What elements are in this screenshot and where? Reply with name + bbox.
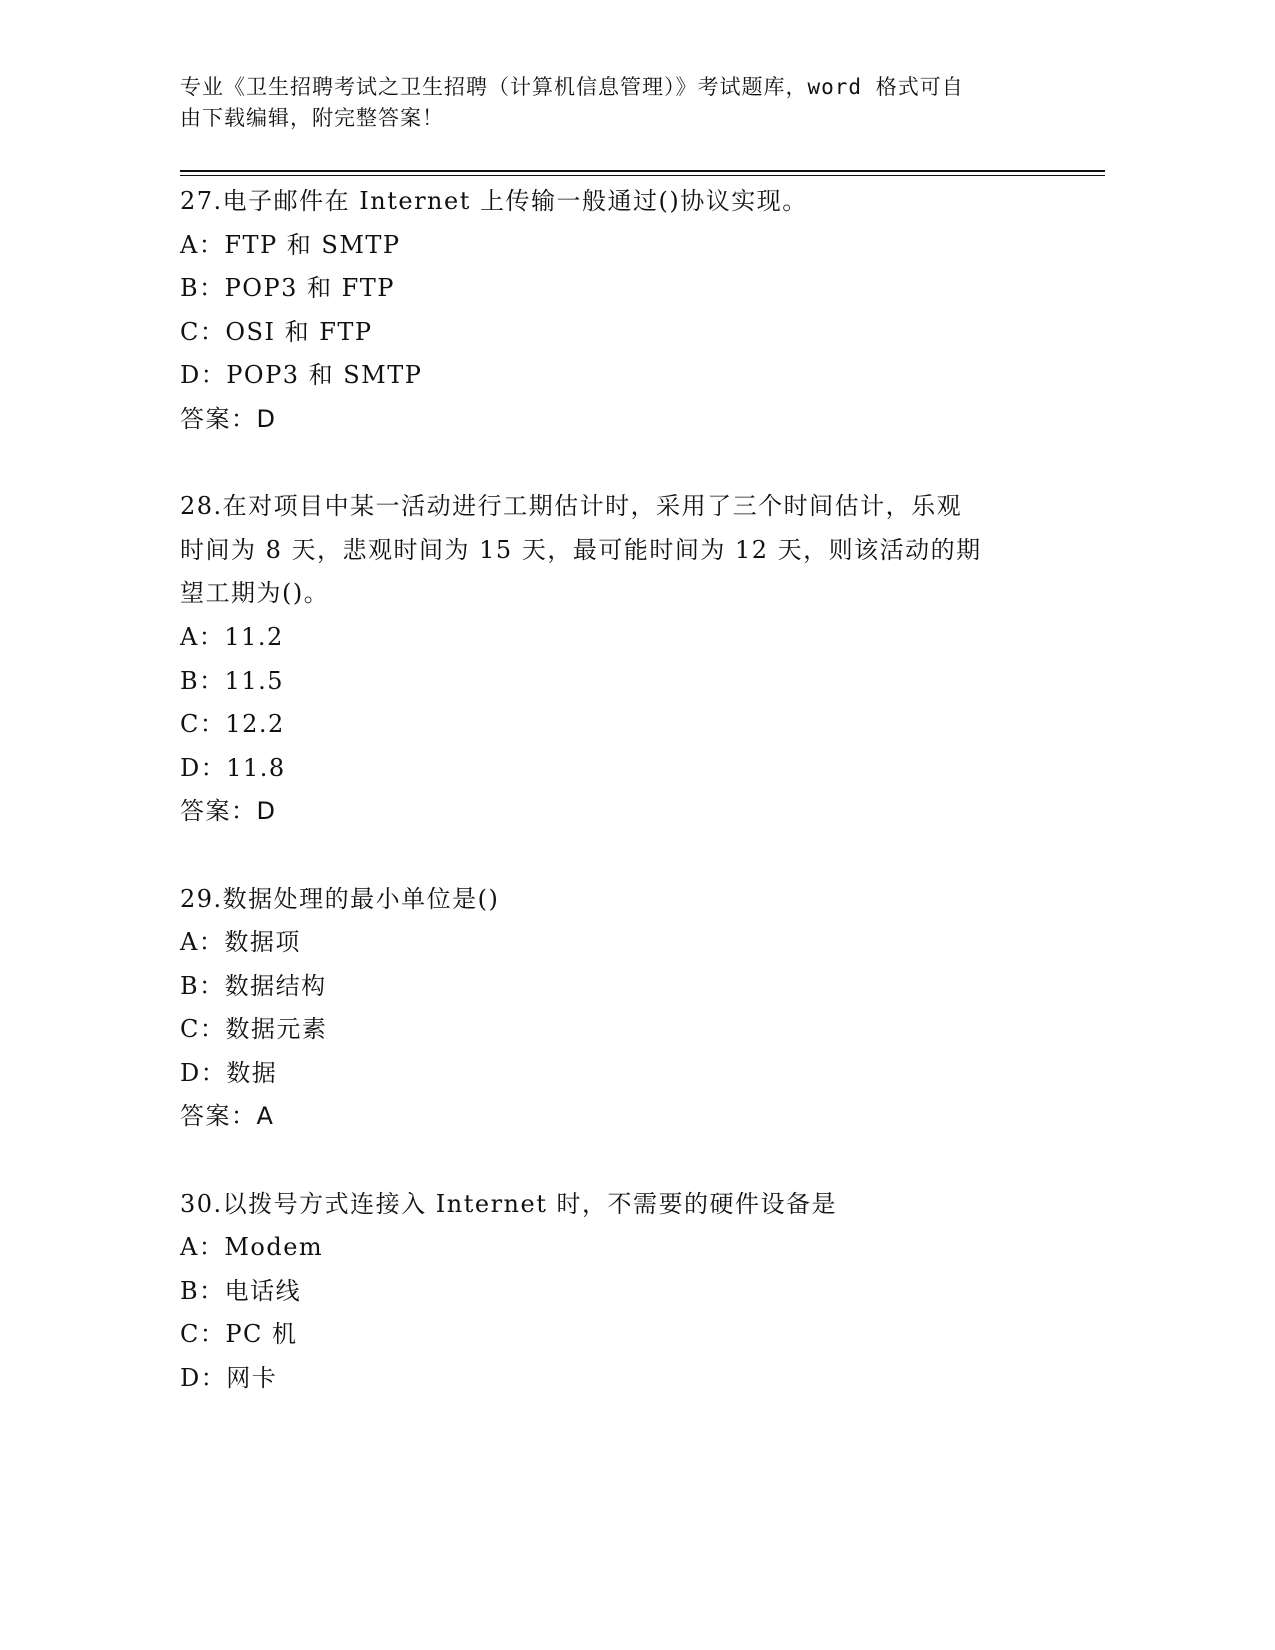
question-block [180,1183,1080,1401]
answer-option: A：数据项 [180,928,301,957]
answer-option: C：12.2 [180,710,285,739]
question-stem: 27.电子邮件在 Internet 上传输一般通过()协议实现。 [180,187,808,215]
question-block [180,180,1080,442]
answer-option: D：网卡 [180,1364,278,1393]
question-stem: 望工期为()。 [180,579,330,608]
answer-option: C：OSI 和 FTP [180,317,373,346]
intro-line-2: 由下载编辑，附完整答案！ [180,106,444,130]
question-list [180,180,1080,1444]
correct-answer: 答案：D [180,404,277,433]
question-stem: 29.数据处理的最小单位是() [180,884,500,913]
question-stem: 时间为 8 天，悲观时间为 15 天，最可能时间为 12 天，则该活动的期 [180,535,982,564]
answer-option: B：POP3 和 FTP [180,274,395,303]
header-divider-top [180,170,1105,172]
answer-option: A：FTP 和 SMTP [180,230,401,259]
answer-option: A：11.2 [180,622,284,651]
answer-option: C：数据元素 [180,1015,328,1044]
question-stem: 28.在对项目中某一活动进行工期估计时，采用了三个时间估计，乐观 [180,492,963,521]
answer-option: A：Modem [180,1233,324,1262]
correct-answer: 答案：D [180,797,277,826]
intro-line-1: 专业《卫生招聘考试之卫生招聘（计算机信息管理）》考试题库，word 格式可自 [180,75,964,99]
correct-answer: 答案：A [180,1102,275,1131]
answer-option: D：11.8 [180,753,286,782]
answer-option: B：电话线 [180,1276,302,1305]
answer-option: C：PC 机 [180,1320,298,1349]
question-stem: 30.以拨号方式连接入 Internet 时，不需要的硬件设备是 [180,1189,837,1218]
question-block [180,485,1080,834]
question-block [180,878,1080,1140]
answer-option: D：POP3 和 SMTP [180,361,423,390]
answer-option: B：数据结构 [180,971,327,1000]
answer-option: B：11.5 [180,666,285,695]
header-divider-bottom [180,175,1105,176]
document-intro [180,72,1040,134]
answer-option: D：数据 [180,1058,278,1087]
